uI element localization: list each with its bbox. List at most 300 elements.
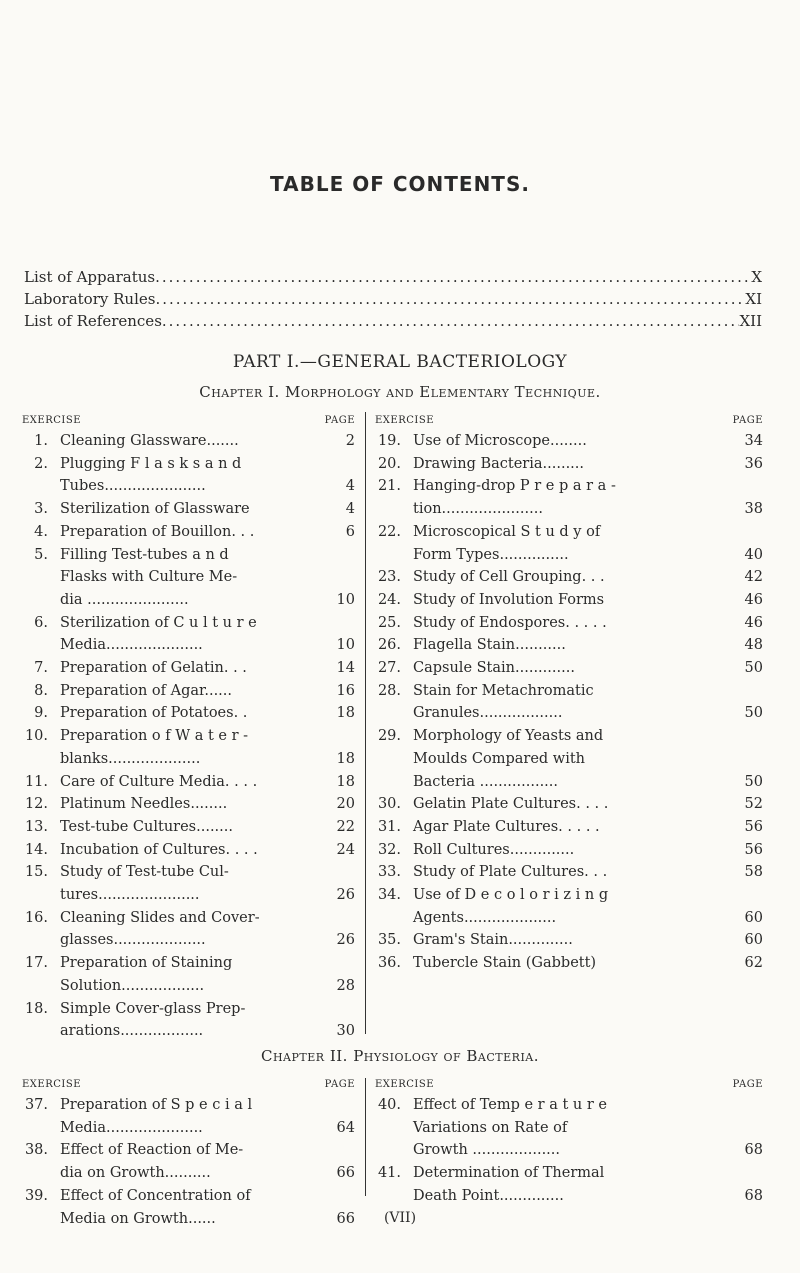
exercise-page: 52 <box>744 796 763 813</box>
exercise-number: 25. <box>377 614 401 631</box>
exercise-number: 16. <box>24 909 48 926</box>
exercise-title <box>60 1094 355 1139</box>
front-matter-list <box>24 266 762 332</box>
exercise-title <box>60 680 355 703</box>
exercise-title-line <box>413 1162 763 1185</box>
exercise-title-line <box>413 907 763 930</box>
exercise-title-text: Preparation of Gelatin. . . <box>60 660 247 677</box>
exercise-page: 68 <box>744 1142 763 1159</box>
exercise-title <box>413 929 763 952</box>
dot-leader <box>162 310 740 332</box>
exercise-title-line <box>60 498 355 521</box>
exercise-page: 50 <box>744 705 763 722</box>
dot-leader <box>155 266 751 288</box>
exercise-title-line <box>60 725 355 748</box>
exercise-title <box>60 907 355 952</box>
exercise-title-line <box>413 430 763 453</box>
exercise-title <box>60 430 355 453</box>
exercise-title-text: blanks.................... <box>60 750 201 767</box>
exercise-title-line <box>60 521 355 544</box>
exercise-title-text: Drawing Bacteria......... <box>413 455 585 472</box>
exercise-page: 66 <box>336 1165 355 1182</box>
exercise-page: 66 <box>336 1210 355 1227</box>
exercise-title <box>60 702 355 725</box>
exercise-title-text: Preparation of S p e c i a l <box>60 1097 253 1113</box>
exercise-title-line <box>413 498 763 521</box>
exercise-title-line <box>413 634 763 657</box>
exercise-title-line <box>413 748 763 771</box>
exercise-title-line <box>413 566 763 589</box>
exercise-title-text: arations.................. <box>60 1023 204 1040</box>
exercise-title-text: glasses.................... <box>60 932 206 949</box>
exercise-title <box>413 725 763 793</box>
exercise-title-text: Agar Plate Cultures. . . . . <box>413 818 600 835</box>
exercise-title <box>60 498 355 521</box>
exercise-title-text: Use of Microscope........ <box>413 433 587 449</box>
exercise-title <box>413 634 763 657</box>
exercise-title-text: Capsule Stain............. <box>413 660 575 677</box>
toc-entry <box>375 680 763 725</box>
toc-entry <box>22 453 355 498</box>
exercise-title-line <box>60 1185 355 1208</box>
exercise-title-line <box>413 725 763 748</box>
exercise-title-text: Moulds Compared with <box>413 750 586 767</box>
exercise-title <box>413 453 763 476</box>
toc-entry <box>375 566 763 589</box>
exercise-number: 1. <box>34 433 48 449</box>
exercise-title <box>413 589 763 612</box>
exercise-title-text: Stain for Metachromatic <box>413 682 594 699</box>
exercise-title-text: Study of Endospores. . . . . <box>413 614 607 631</box>
exercise-title <box>413 475 763 520</box>
exercise-title-text: Form Types............... <box>413 546 569 563</box>
column-header <box>375 1076 763 1094</box>
exercise-title-text: tures...................... <box>60 887 200 904</box>
front-matter-item <box>24 266 762 288</box>
page-number: (VII) <box>383 1210 417 1226</box>
exercise-page: 60 <box>744 909 763 926</box>
exercise-title-line <box>60 1162 355 1185</box>
exercise-number: 4. <box>34 523 48 540</box>
exercise-title-line <box>413 884 763 907</box>
exercise-number: 11. <box>24 773 48 790</box>
exercise-title <box>413 430 763 453</box>
exercise-title-text: Hanging-drop P r e p a r a - <box>413 478 616 495</box>
exercise-title-text: Roll Cultures.............. <box>413 841 575 858</box>
toc-entry <box>22 680 355 703</box>
exercise-title-line <box>413 1117 763 1140</box>
dot-leader <box>155 288 745 310</box>
chapter-1-title: Chapter I. Morphology and Elementary Technique. <box>199 383 601 401</box>
exercise-title <box>413 952 763 975</box>
exercise-title-line <box>413 1094 763 1117</box>
exercise-title <box>60 521 355 544</box>
exercise-title <box>413 566 763 589</box>
exercise-title-line <box>60 839 355 862</box>
exercise-title-line <box>413 793 763 816</box>
exercise-title-text: Variations on Rate of <box>413 1119 568 1136</box>
exercise-title-line <box>413 816 763 839</box>
exercise-title-line <box>413 952 763 975</box>
exercise-title-line <box>60 793 355 816</box>
toc-entry <box>22 907 355 952</box>
toc-entry <box>375 952 763 975</box>
toc-entry <box>375 839 763 862</box>
exercise-title <box>413 793 763 816</box>
column-divider <box>365 412 366 1034</box>
exercise-number: 22. <box>377 523 401 540</box>
exercise-number: 13. <box>24 818 48 835</box>
toc-entry <box>375 612 763 635</box>
exercise-title <box>60 612 355 657</box>
exercise-header: EXERCISE <box>375 1079 434 1090</box>
toc-entry <box>22 839 355 862</box>
exercise-title-line <box>413 589 763 612</box>
exercise-page: 50 <box>744 660 763 677</box>
exercise-page: 6 <box>345 523 355 540</box>
exercise-page: 68 <box>744 1187 763 1204</box>
exercise-page: 24 <box>336 841 355 858</box>
front-matter-item <box>24 310 762 332</box>
exercise-title-text: Simple Cover-glass Prep- <box>60 1000 246 1017</box>
exercise-title-text: Media..................... <box>60 1119 203 1136</box>
toc-entry <box>22 793 355 816</box>
exercise-number: 31. <box>377 818 401 835</box>
front-matter-page: X <box>751 268 762 286</box>
exercise-title-line <box>413 861 763 884</box>
exercise-title-text: Gram's Stain.............. <box>413 932 573 949</box>
exercise-title-line <box>60 657 355 680</box>
exercise-title-line <box>60 907 355 930</box>
page-header: PAGE <box>324 415 355 426</box>
exercise-title <box>60 839 355 862</box>
exercise-title-text: Gelatin Plate Cultures. . . . <box>413 796 609 813</box>
exercise-title-text: Study of Cell Grouping. . . <box>413 569 605 586</box>
exercise-number: 33. <box>377 864 401 881</box>
toc-entry <box>375 816 763 839</box>
exercise-title-line <box>413 612 763 635</box>
toc-entry <box>375 929 763 952</box>
exercise-title <box>60 861 355 906</box>
exercise-title-line <box>60 430 355 453</box>
toc-entry <box>375 453 763 476</box>
exercise-title-text: Bacteria ................. <box>413 773 559 790</box>
exercise-title-line <box>413 680 763 703</box>
exercise-number: 34. <box>377 887 401 904</box>
exercise-title-line <box>60 816 355 839</box>
chapter-1-right-column <box>375 412 763 975</box>
exercise-title-text: Effect of Temp e r a t u r e <box>413 1097 607 1113</box>
exercise-title <box>60 725 355 770</box>
exercise-title <box>413 521 763 566</box>
exercise-number: 2. <box>34 455 48 472</box>
exercise-title <box>60 998 355 1043</box>
exercise-title-text: Tubercle Stain (Gabbett) <box>413 955 597 972</box>
front-matter-label: List of Apparatus <box>24 268 156 286</box>
exercise-page: 40 <box>744 546 763 563</box>
exercise-title-text: Study of Involution Forms <box>413 591 605 608</box>
exercise-title <box>60 657 355 680</box>
exercise-number: 8. <box>34 682 48 699</box>
exercise-title-line <box>60 861 355 884</box>
exercise-title-text: tion...................... <box>413 501 543 518</box>
column-header <box>22 1076 355 1094</box>
exercise-title-text: dia on Growth.......... <box>60 1165 211 1182</box>
exercise-page: 46 <box>744 614 763 631</box>
exercise-title <box>60 1139 355 1184</box>
exercise-page: 58 <box>744 864 763 881</box>
exercise-title <box>413 884 763 929</box>
exercise-title-text: Tubes...................... <box>60 478 206 495</box>
exercise-title-line <box>60 566 355 589</box>
exercise-page: 46 <box>744 591 763 608</box>
exercise-number: 20. <box>377 455 401 472</box>
exercise-page: 38 <box>744 501 763 518</box>
exercise-number: 14. <box>24 841 48 858</box>
exercise-number: 10. <box>24 728 48 745</box>
exercise-number: 30. <box>377 796 401 813</box>
page-header: PAGE <box>732 1079 763 1090</box>
exercise-title-line <box>60 1139 355 1162</box>
exercise-page: 22 <box>336 818 355 835</box>
exercise-title-text: Sterilization of C u l t u r e <box>60 614 257 631</box>
toc-entry <box>375 884 763 929</box>
exercise-number: 32. <box>377 841 401 858</box>
toc-entry <box>22 1094 355 1139</box>
exercise-number: 12. <box>24 796 48 813</box>
page-header: PAGE <box>732 415 763 426</box>
exercise-title-line <box>413 929 763 952</box>
exercise-page: 50 <box>744 773 763 790</box>
exercise-title-line <box>60 544 355 567</box>
exercise-title <box>413 861 763 884</box>
toc-entry <box>375 1094 763 1162</box>
exercise-number: 15. <box>24 864 48 881</box>
exercise-page: 28 <box>336 977 355 994</box>
toc-entry <box>375 589 763 612</box>
exercise-title-line <box>413 1139 763 1162</box>
exercise-number: 35. <box>377 932 401 949</box>
exercise-title-text: Microscopical S t u d y of <box>413 523 601 540</box>
column-header <box>375 412 763 430</box>
exercise-title-line <box>60 453 355 476</box>
toc-entry <box>375 475 763 520</box>
exercise-title-text: Effect of Concentration of <box>60 1187 251 1204</box>
exercise-title-text: Growth ................... <box>413 1142 561 1159</box>
exercise-title-text: Cleaning Slides and Cover- <box>60 909 260 926</box>
page-title: TABLE OF CONTENTS. <box>270 172 530 196</box>
exercise-title <box>413 839 763 862</box>
exercise-number: 28. <box>377 682 401 699</box>
toc-entry <box>375 861 763 884</box>
exercise-number: 27. <box>377 660 401 677</box>
toc-entry <box>22 861 355 906</box>
exercise-number: 19. <box>377 433 401 449</box>
toc-entry <box>375 725 763 793</box>
exercise-title-line <box>60 475 355 498</box>
exercise-title-line <box>413 839 763 862</box>
exercise-title-text: Agents.................... <box>413 909 557 926</box>
exercise-page: 30 <box>336 1023 355 1040</box>
exercise-number: 7. <box>34 660 48 677</box>
toc-entry <box>22 998 355 1043</box>
exercise-title-text: Study of Plate Cultures. . . <box>413 864 608 881</box>
exercise-title <box>60 453 355 498</box>
exercise-title-text: Flagella Stain........... <box>413 637 566 654</box>
exercise-number: 17. <box>24 955 48 972</box>
exercise-title-line <box>413 702 763 725</box>
exercise-title-text: dia ...................... <box>60 591 189 608</box>
column-divider <box>365 1078 366 1196</box>
exercise-title-line <box>413 544 763 567</box>
chapter-2-title: Chapter II. Physiology of Bacteria. <box>260 1047 540 1065</box>
chapter-2-left-column <box>22 1076 355 1230</box>
exercise-title-text: Effect of Reaction of Me- <box>60 1142 244 1159</box>
exercise-title <box>413 612 763 635</box>
exercise-title-line <box>60 1020 355 1043</box>
exercise-title <box>60 952 355 997</box>
exercise-header: EXERCISE <box>22 1079 81 1090</box>
toc-entry <box>22 725 355 770</box>
exercise-title <box>60 793 355 816</box>
exercise-number: 26. <box>377 637 401 654</box>
exercise-title <box>413 816 763 839</box>
exercise-number: 18. <box>24 1000 48 1017</box>
exercise-page: 26 <box>336 932 355 949</box>
toc-entry <box>375 793 763 816</box>
toc-entry <box>22 952 355 997</box>
toc-entry <box>22 816 355 839</box>
exercise-title-line <box>413 1185 763 1208</box>
exercise-title <box>413 680 763 725</box>
exercise-title <box>60 544 355 612</box>
exercise-title-text: Morphology of Yeasts and <box>413 728 604 745</box>
exercise-number: 21. <box>377 478 401 495</box>
toc-entry <box>22 430 355 453</box>
exercise-number: 29. <box>377 728 401 745</box>
exercise-number: 24. <box>377 591 401 608</box>
exercise-page: 16 <box>336 682 355 699</box>
toc-entry <box>375 1162 763 1207</box>
exercise-number: 9. <box>34 705 48 722</box>
exercise-number: 3. <box>34 501 48 518</box>
exercise-page: 34 <box>744 433 763 449</box>
exercise-title <box>413 1094 763 1162</box>
part-title: PART I.—GENERAL BACTERIOLOGY <box>232 352 568 372</box>
exercise-page: 10 <box>336 637 355 654</box>
exercise-title-text: Care of Culture Media. . . . <box>60 773 258 790</box>
exercise-title-text: Preparation o f W a t e r - <box>60 728 249 745</box>
toc-entry <box>22 544 355 612</box>
exercise-page: 64 <box>336 1119 355 1136</box>
toc-entry <box>375 657 763 680</box>
exercise-title-line <box>413 657 763 680</box>
exercise-number: 23. <box>377 569 401 586</box>
exercise-number: 5. <box>34 546 48 563</box>
toc-entry <box>22 771 355 794</box>
chapter-2-right-column <box>375 1076 763 1208</box>
exercise-title-line <box>60 634 355 657</box>
exercise-header: EXERCISE <box>22 415 81 426</box>
exercise-title-line <box>60 748 355 771</box>
front-matter-page: XII <box>739 312 762 330</box>
front-matter-label: List of References <box>24 312 162 330</box>
exercise-title-line <box>60 612 355 635</box>
exercise-page: 4 <box>345 478 355 495</box>
exercise-title-line <box>413 475 763 498</box>
exercise-title <box>60 816 355 839</box>
exercise-title <box>413 657 763 680</box>
exercise-title-text: Flasks with Culture Me- <box>60 569 238 586</box>
toc-entry <box>375 634 763 657</box>
exercise-title-text: Sterilization of Glassware <box>60 501 250 518</box>
exercise-title-line <box>60 952 355 975</box>
front-matter-page: XI <box>745 290 762 308</box>
exercise-page: 18 <box>336 750 355 767</box>
toc-entry <box>22 521 355 544</box>
exercise-title-text: Plugging F l a s k s a n d <box>60 455 242 472</box>
exercise-title <box>413 1162 763 1207</box>
exercise-title-text: Solution.................. <box>60 977 205 994</box>
exercise-title-text: Platinum Needles........ <box>60 796 228 813</box>
exercise-title-line <box>413 521 763 544</box>
exercise-title-line <box>60 1117 355 1140</box>
exercise-title-line <box>60 884 355 907</box>
exercise-title-text: Media on Growth...... <box>60 1210 216 1227</box>
exercise-title-line <box>60 998 355 1021</box>
exercise-title-line <box>60 975 355 998</box>
exercise-page: 26 <box>336 887 355 904</box>
exercise-title-text: Granules.................. <box>413 705 563 722</box>
exercise-title-line <box>60 929 355 952</box>
exercise-title-text: Cleaning Glassware....... <box>60 433 239 449</box>
exercise-title-text: Preparation of Agar...... <box>60 682 233 699</box>
exercise-page: 18 <box>336 773 355 790</box>
exercise-title-text: Use of D e c o l o r i z i n g <box>413 887 609 904</box>
exercise-page: 36 <box>744 455 763 472</box>
exercise-page: 56 <box>744 818 763 835</box>
exercise-title-text: Preparation of Bouillon. . . <box>60 523 255 540</box>
exercise-page: 2 <box>345 433 355 449</box>
exercise-page: 62 <box>744 955 763 972</box>
exercise-title-text: Media..................... <box>60 637 203 654</box>
exercise-number: 39. <box>24 1187 48 1204</box>
exercise-page: 60 <box>744 932 763 949</box>
exercise-title <box>60 771 355 794</box>
column-header <box>22 412 355 430</box>
exercise-title-text: Incubation of Cultures. . . . <box>60 841 258 858</box>
exercise-title-line <box>60 680 355 703</box>
toc-entry <box>22 498 355 521</box>
exercise-title-text: Death Point.............. <box>413 1187 564 1204</box>
exercise-page: 42 <box>744 569 763 586</box>
chapter-1-left-column <box>22 412 355 1043</box>
exercise-number: 38. <box>24 1142 48 1159</box>
exercise-header: EXERCISE <box>375 415 434 426</box>
exercise-title-text: Preparation of Potatoes. . <box>60 705 248 722</box>
exercise-title-line <box>60 771 355 794</box>
exercise-title-text: Determination of Thermal <box>413 1165 605 1182</box>
exercise-title-text: Test-tube Cultures........ <box>60 818 233 835</box>
exercise-title-line <box>60 589 355 612</box>
exercise-page: 4 <box>345 501 355 518</box>
exercise-title-line <box>60 1094 355 1117</box>
toc-entry <box>375 521 763 566</box>
front-matter-label: Laboratory Rules <box>24 290 156 308</box>
exercise-title-line <box>60 702 355 725</box>
toc-entry <box>22 702 355 725</box>
toc-entry <box>375 430 763 453</box>
